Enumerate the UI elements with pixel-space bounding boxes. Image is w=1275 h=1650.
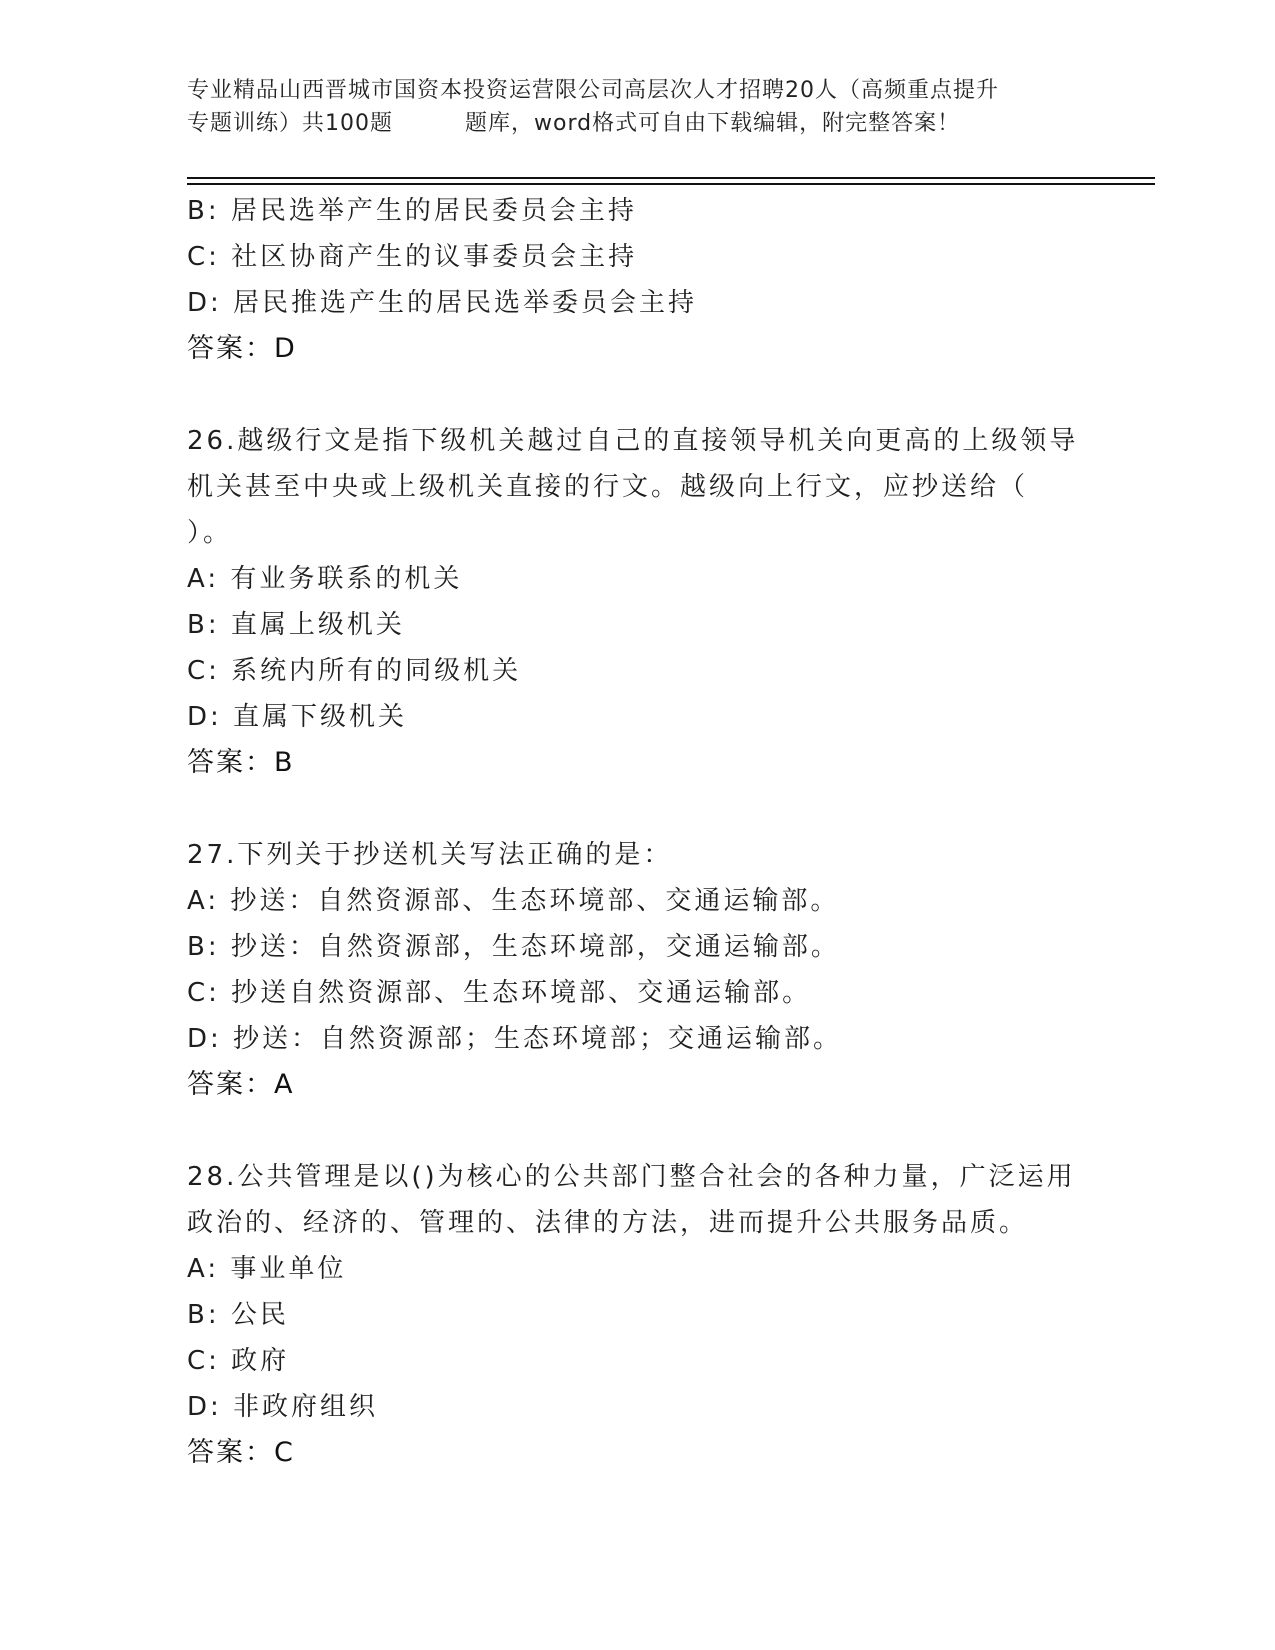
header-title-line-2-part-a: 专题训练）共100题 bbox=[187, 111, 393, 136]
question-block-28 bbox=[187, 1154, 1087, 1476]
option-c: C: 政府 bbox=[187, 1346, 290, 1376]
answer-line: 答案：A bbox=[187, 1069, 295, 1100]
answer-line: 答案：C bbox=[187, 1437, 295, 1468]
answer-line: 答案：B bbox=[187, 747, 295, 778]
stem-line: 26.越级行文是指下级机关越过自己的直接领导机关向更高的上级领导 bbox=[187, 426, 1079, 456]
header-divider-bottom bbox=[187, 183, 1155, 185]
header-title-line-2-part-b: 题库，word格式可自由下载编辑，附完整答案！ bbox=[465, 111, 961, 136]
option-a: A: 事业单位 bbox=[187, 1254, 347, 1284]
option-d: D: 非政府组织 bbox=[187, 1392, 379, 1422]
header-divider-top bbox=[187, 177, 1155, 179]
option-b: B: 居民选举产生的居民委员会主持 bbox=[187, 196, 637, 226]
stem-line: ）。 bbox=[187, 518, 233, 548]
answer-line: 答案：D bbox=[187, 333, 297, 364]
question-stem bbox=[187, 418, 1087, 556]
question-block-26 bbox=[187, 418, 1087, 786]
document-header bbox=[187, 74, 1087, 140]
option-d: D: 居民推选产生的居民选举委员会主持 bbox=[187, 288, 698, 318]
header-title-line-2 bbox=[187, 107, 1087, 140]
question-stem bbox=[187, 1154, 1087, 1246]
option-b: B: 直属上级机关 bbox=[187, 610, 405, 640]
option-d: D: 抄送：自然资源部；生态环境部；交通运输部。 bbox=[187, 1024, 843, 1054]
stem-line: 28.公共管理是以()为核心的公共部门整合社会的各种力量，广泛运用 bbox=[187, 1162, 1076, 1192]
option-b: B: 公民 bbox=[187, 1300, 289, 1330]
option-a: A: 抄送：自然资源部、生态环境部、交通运输部。 bbox=[187, 886, 840, 916]
question-stem bbox=[187, 832, 1087, 878]
stem-line: 27.下列关于抄送机关写法正确的是： bbox=[187, 840, 673, 870]
previous-question-block bbox=[187, 188, 1087, 372]
question-block-27 bbox=[187, 832, 1087, 1108]
option-c: C: 抄送自然资源部、生态环境部、交通运输部。 bbox=[187, 978, 812, 1008]
option-b: B: 抄送：自然资源部，生态环境部，交通运输部。 bbox=[187, 932, 840, 962]
option-a: A: 有业务联系的机关 bbox=[187, 564, 463, 594]
stem-line: 政治的、经济的、管理的、法律的方法，进而提升公共服务品质。 bbox=[187, 1208, 1029, 1238]
option-d: D: 直属下级机关 bbox=[187, 702, 408, 732]
question-content bbox=[187, 188, 1087, 1476]
option-c: C: 社区协商产生的议事委员会主持 bbox=[187, 242, 638, 272]
option-c: C: 系统内所有的同级机关 bbox=[187, 656, 522, 686]
header-title-line-1: 专业精品山西晋城市国资本投资运营限公司高层次人才招聘20人（高频重点提升 bbox=[187, 78, 999, 103]
stem-line: 机关甚至中央或上级机关直接的行文。越级向上行文，应抄送给（ bbox=[187, 472, 1029, 502]
